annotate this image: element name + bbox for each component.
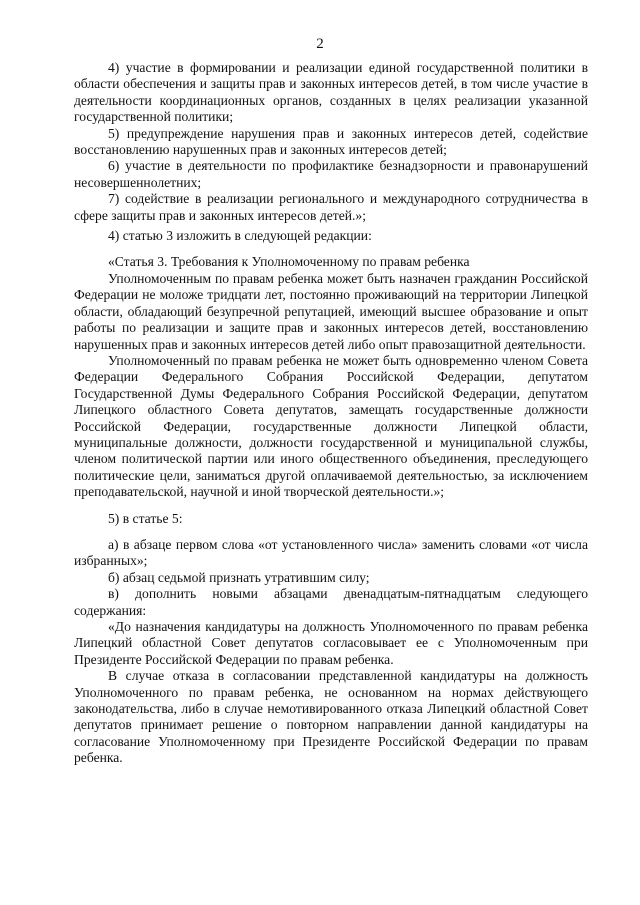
paragraph-item-4: 4) участие в формировании и реализации единой государственной политики в области обеспечения и защиты прав и законных интересов детей, в том числе участие в деятельности координационных органов, созданных в целях реализации указанной государственной политики; xyxy=(74,60,588,125)
subitem-b: б) абзац седьмой признать утратившим силу; xyxy=(108,569,370,585)
new-paragraph-12: «До назначения кандидатуры на должность Уполномоченного по правам ребенка Липецкий областной Совет депутатов согласовывает ее с Уполномоченным при Президенте Российской Федерации по правам ребенка. xyxy=(74,619,588,667)
paragraph-item-5: 5) предупреждение нарушения прав и законных интересов детей, содействие восстановлению нарушенных прав и законных интересов детей; xyxy=(74,125,588,158)
paragraph-amendment-4: 4) статью 3 изложить в следующей редакции: xyxy=(108,228,372,244)
article-3-paragraph-1: Уполномоченным по правам ребенка может быть назначен гражданин Российской Федерации не моложе тридцати лет, постоянно проживающий на территории Липецкой области, обладающий безупречной репутацией, имеющий высшее образование и опыт работы по реализации и защите прав и законных интересов детей, восстановлению нарушенных прав и законных интересов детей либо опыт правозащитной деятельности. xyxy=(74,270,588,352)
article-3-heading: «Статья 3. Требования к Уполномоченному по правам ребенка xyxy=(108,254,470,270)
page-number: 2 xyxy=(316,36,324,52)
document-body xyxy=(74,60,588,767)
subitem-c: в) дополнить новыми абзацами двенадцатым-пятнадцатым следующего содержания: xyxy=(74,586,588,618)
paragraph-item-6: 6) участие в деятельности по профилактике безнадзорности и правонарушений несовершеннолетних; xyxy=(74,158,588,190)
paragraph-amendment-5: 5) в статье 5: xyxy=(108,510,183,526)
article-3-paragraph-2: Уполномоченный по правам ребенка не может быть одновременно членом Совета Федерации Федерального Собрания Российской Федерации, депутатом Государственной Думы Федерального Собрания Российской Федерации, депутатом Липецкого областного Совета депутатов, замещать государственные должности Российской Федерации, государственные должности Липецкой области, муниципальные должности, должности государственной и муниципальной службы, членом политической партии или иного общественного объединения, преследующего политические цели, заниматься другой оплачиваемой деятельностью, за исключением преподавательской, научной и иной творческой деятельности.»; xyxy=(74,352,588,500)
subitem-a: а) в абзаце первом слова «от установленного числа» заменить словами «от числа избранных»; xyxy=(74,536,588,569)
new-paragraph-13: В случае отказа в согласовании представленной кандидатуры на должность Уполномоченного по правам ребенка, не основанном на нормах действующего законодательства, либо в случае немотивированного отказа Липецкий областной Совет депутатов принимает решение о повторном направлении данной кандидатуры на согласование Уполномоченному при Президенте Российской Федерации по правам ребенка. xyxy=(74,668,588,766)
paragraph-item-7: 7) содействие в реализации регионального и международного сотрудничества в сфере защиты прав и законных интересов детей.»; xyxy=(74,191,588,223)
